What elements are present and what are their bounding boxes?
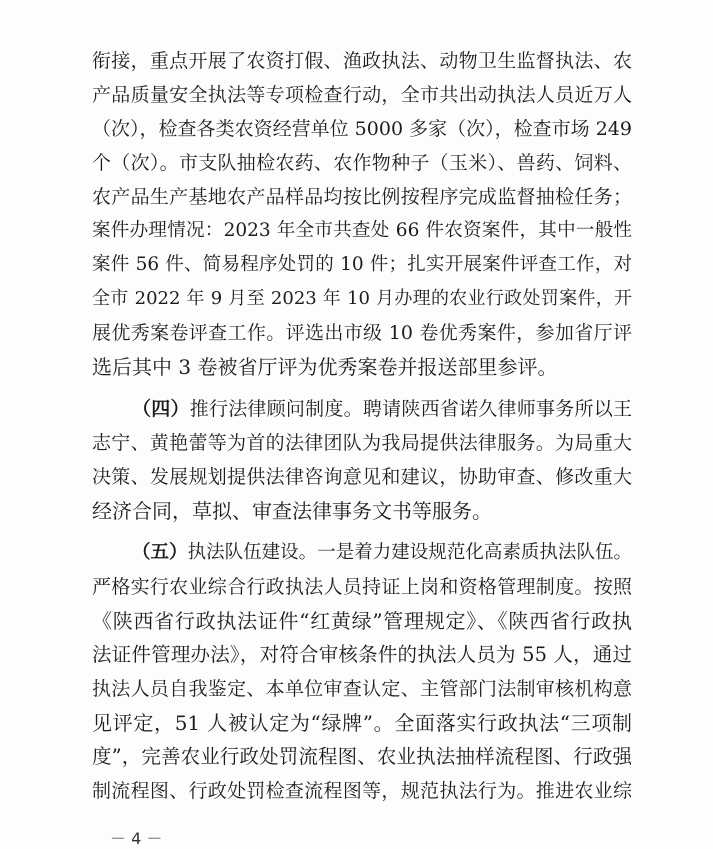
text-line: （次），检查各类农资经营单位 5000 多家（次），检查市场 249 [92, 118, 632, 140]
section-4-text: 推行法律顾问制度。聘请陕西省诺久律师事务所以王 [189, 398, 632, 420]
text-line: 《陕西省行政执法证件“红黄绿”管理规定》、《陕西省行政执 [92, 609, 632, 633]
text-line: 制流程图、行政处罚检查流程图等，规范执法行为。推进农业综 [92, 780, 632, 802]
text-line: 度”，完善农业行政处罚流程图、农业执法抽样流程图、行政强 [92, 745, 632, 768]
text-line: 执法人员自我鉴定、本单位审查认定、主管部门法制审核机构意 [92, 678, 632, 700]
section-5-first-line [132, 536, 632, 570]
section-4-first-line [132, 392, 632, 426]
text-line: 案件 56 件、简易程序处罚的 10 件；扎实开展案件评查工作，对 [92, 254, 632, 275]
text-line: 决策、发展规划提供法律咨询意见和建议，协助审查、修改重大 [92, 466, 632, 488]
text-line: 产品质量安全执法等专项检查行动，全市共出动执法人员近万人 [92, 84, 632, 106]
section-5-heading: （五） [132, 542, 188, 563]
section-4-heading: （四） [132, 398, 190, 420]
text-line: 法证件管理办法》，对符合审核条件的执法人员为 55 人，通过 [92, 643, 632, 666]
text-line: 见评定，51 人被认定为“绿牌”。全面落实行政执法“三项制 [92, 711, 632, 735]
text-line: 经济合同，草拟、审查法律事务文书等服务。 [92, 499, 492, 523]
text-line: 衔接，重点开展了农资打假、渔政执法、动物卫生监督执法、农 [92, 50, 632, 72]
text-line: 志宁、黄艳蕾等为首的法律团队为我局提供法律服务。为局重大 [92, 432, 632, 454]
text-line: 农产品生产基地农产品样品均按比例按程序完成监督抽检任务； [92, 186, 632, 208]
page-number: － 4 － [110, 829, 163, 848]
text-line: 个（次）。市支队抽检农药、农作物种子（玉米）、兽药、饲料、 [92, 152, 632, 174]
text-line: 展优秀案卷评查工作。评选出市级 10 卷优秀案件，参加省厅评 [92, 322, 632, 344]
text-line: 全市 2022 年 9 月至 2023 年 10 月办理的农业行政处罚案件，开 [92, 288, 632, 309]
text-line: 案件办理情况：2023 年全市共查处 66 件农资案件，其中一般性 [92, 220, 632, 241]
text-line: 选后其中 3 卷被省厅评为优秀案卷并报送部里参评。 [92, 355, 558, 379]
section-5-text: 执法队伍建设。一是着力建设规范化高素质执法队伍。 [187, 542, 632, 563]
text-line: 严格实行农业综合行政执法人员持证上岗和资格管理制度。按照 [92, 576, 632, 598]
